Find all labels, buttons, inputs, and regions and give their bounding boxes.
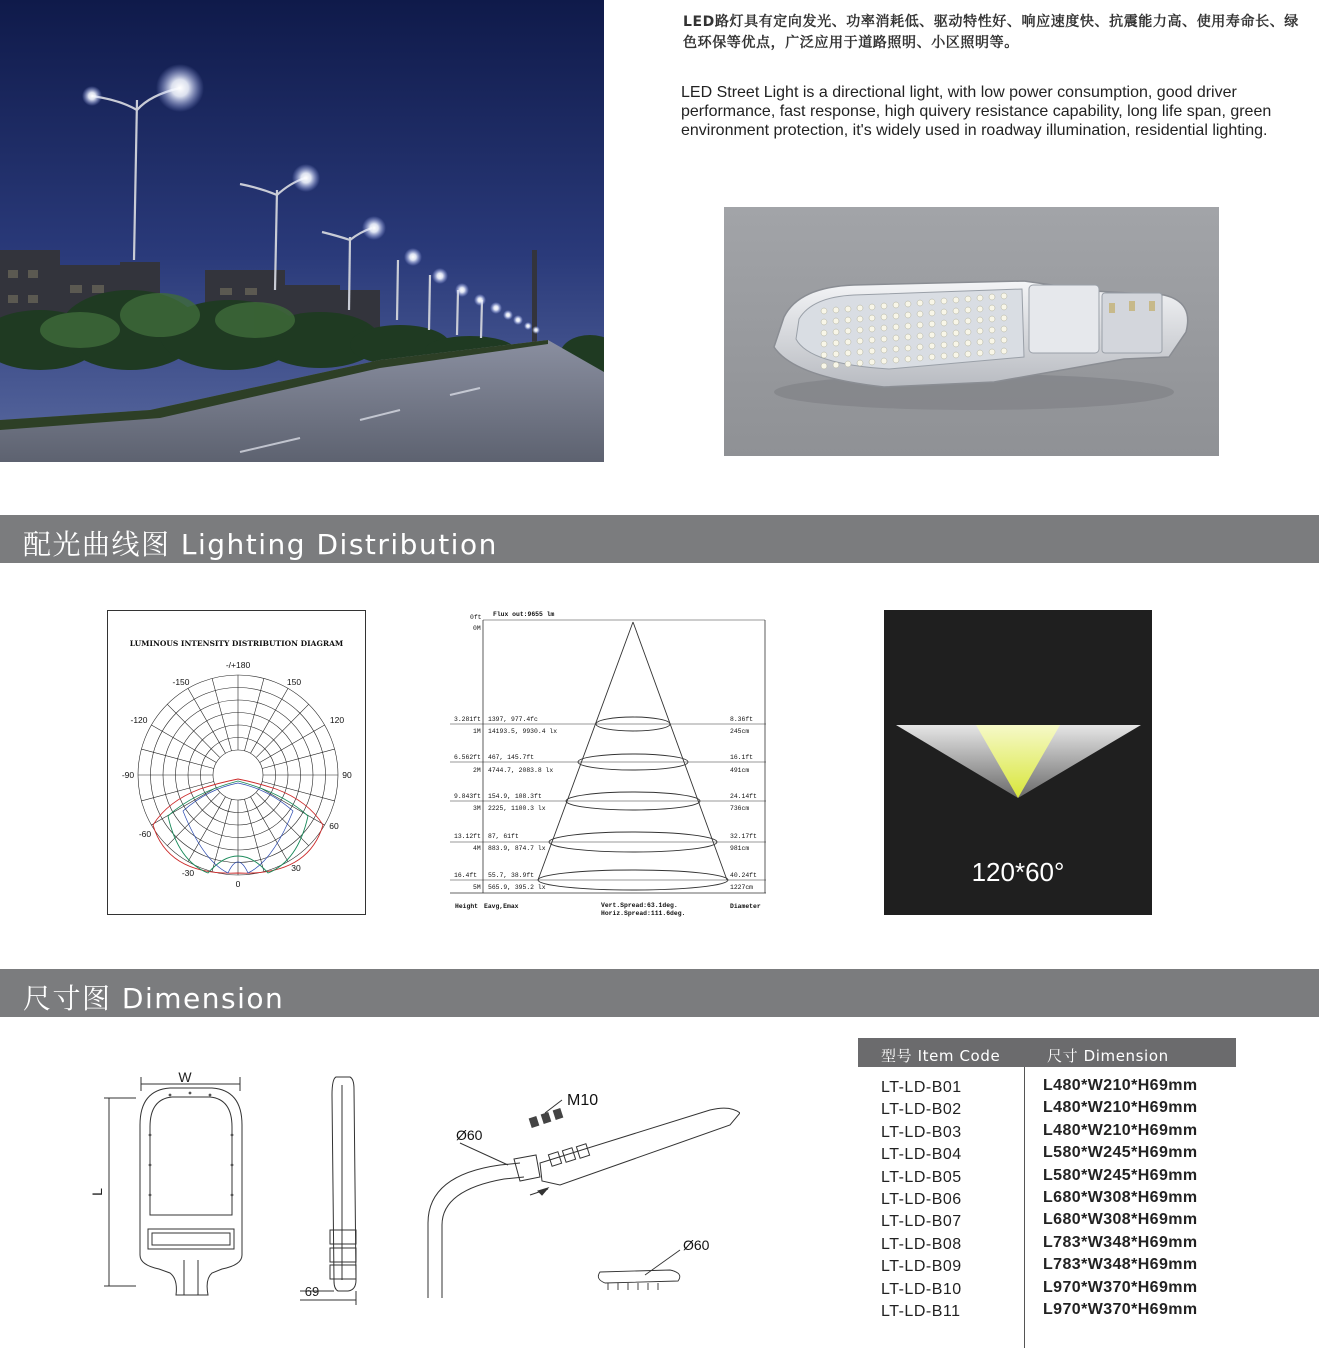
angle-label-neg120: -120 [130, 715, 148, 725]
row5-diameter-ft: 40.24ft [730, 872, 757, 879]
header-item-code: 型号 Item Code [881, 1047, 1001, 1065]
row2-lx: 4744.7, 2083.8 lx [488, 767, 554, 774]
item-code: LT-LD-B04 [881, 1146, 962, 1164]
row1-diameter-ft: 8.36ft [730, 716, 754, 723]
table-row [858, 1097, 1236, 1119]
footer-vert-spread: Vert.Spread:63.1deg. [601, 902, 678, 909]
height-label: 69 [304, 1284, 320, 1299]
item-dimension: L680*W308*H69mm [1043, 1211, 1198, 1229]
angle-label-60: 60 [329, 821, 339, 831]
row3-fc: 154.9, 108.3ft [488, 793, 542, 800]
row3-diameter-ft: 24.14ft [730, 793, 757, 800]
item-dimension: L783*W348*H69mm [1043, 1233, 1198, 1251]
product-photo [724, 207, 1219, 456]
item-code: LT-LD-B06 [881, 1190, 962, 1208]
item-code: LT-LD-B01 [881, 1079, 962, 1096]
row1-height-ft: 3.281ft [454, 716, 481, 723]
row5-diameter-cm: 1227cm [730, 884, 754, 891]
angle-label-180: -/+180 [225, 660, 251, 670]
row3-lx: 2225, 1100.3 lx [488, 805, 546, 812]
footer-eavg: Eavg,Emax [484, 903, 519, 910]
row2-fc: 467, 145.7ft [488, 754, 535, 761]
item-dimension: L480*W210*H69mm [1043, 1121, 1198, 1139]
table-row [858, 1209, 1236, 1231]
row5-height-m: 5M [473, 884, 481, 891]
angle-label-neg90: -90 [121, 770, 135, 780]
diagram-title: LUMINOUS INTENSITY DISTRIBUTION DIAGRAM [129, 639, 344, 648]
length-label: L [89, 1188, 105, 1196]
header-dimension: 尺寸 Dimension [1047, 1047, 1169, 1065]
pipe-diameter-label: Ø60 [456, 1127, 483, 1143]
footer-horiz-spread: Horiz.Spread:111.6deg. [601, 910, 686, 917]
illuminance-cone-diagram [450, 606, 766, 922]
top-m-label: 0M [473, 625, 481, 632]
row3-diameter-cm: 736cm [730, 805, 750, 812]
item-dimension: L480*W210*H69mm [1043, 1099, 1198, 1117]
row2-height-m: 2M [473, 767, 481, 774]
table-row [858, 1254, 1236, 1276]
lighting-distribution-header [0, 515, 1319, 563]
beam-angle-panel [884, 610, 1152, 915]
row1-lx: 14193.5, 9930.4 lx [488, 728, 558, 735]
section-title: 配光曲线图 Lighting Distribution [23, 528, 498, 561]
row4-height-ft: 13.12ft [454, 833, 481, 840]
row3-height-m: 3M [473, 805, 481, 812]
angle-label-30: 30 [291, 863, 301, 873]
top-ft-label: 0ft [470, 614, 482, 621]
item-dimension: L970*W370*H69mm [1043, 1278, 1198, 1296]
table-header [858, 1038, 1236, 1067]
row4-fc: 87, 61ft [488, 833, 519, 840]
item-code: LT-LD-B02 [881, 1101, 962, 1119]
table-row [858, 1120, 1236, 1142]
item-code: LT-LD-B08 [881, 1235, 962, 1253]
row4-diameter-ft: 32.17ft [730, 833, 757, 840]
item-code: LT-LD-B03 [881, 1123, 962, 1141]
beam-angle-label: 120*60° [971, 857, 1065, 887]
item-dimension: L970*W370*H69mm [1043, 1300, 1198, 1318]
row4-diameter-cm: 981cm [730, 845, 750, 852]
item-dimension: L480*W210*H69mm [1043, 1077, 1198, 1094]
row2-height-ft: 6.562ft [454, 754, 481, 761]
item-code: LT-LD-B07 [881, 1213, 962, 1231]
flux-label: Flux out:9655 lm [493, 611, 555, 618]
table-row [858, 1075, 1236, 1097]
dimension-header [0, 969, 1319, 1017]
angle-label-neg60: -60 [138, 829, 152, 839]
row5-height-ft: 16.4ft [454, 872, 478, 879]
table-row [858, 1165, 1236, 1187]
table-row [858, 1187, 1236, 1209]
item-dimension: L580*W245*H69mm [1043, 1144, 1198, 1162]
item-dimension: L680*W308*H69mm [1043, 1188, 1198, 1206]
row4-lx: 883.9, 874.7 lx [488, 845, 546, 852]
angle-label-0: 0 [235, 879, 241, 889]
item-code: LT-LD-B05 [881, 1168, 962, 1186]
row4-height-m: 4M [473, 845, 481, 852]
item-code: LT-LD-B11 [881, 1302, 961, 1320]
section-title: 尺寸图 Dimension [23, 982, 285, 1015]
width-label: W [178, 1069, 192, 1085]
angle-label-150: 150 [286, 677, 302, 687]
angle-label-neg150: -150 [172, 677, 190, 687]
table-row [858, 1277, 1236, 1299]
dimension-drawings [80, 1055, 740, 1315]
item-code: LT-LD-B10 [881, 1280, 962, 1298]
angle-label-90: 90 [342, 770, 352, 780]
item-dimension: L783*W348*H69mm [1043, 1256, 1198, 1274]
row2-diameter-cm: 491cm [730, 767, 750, 774]
table-row [858, 1142, 1236, 1164]
item-code: LT-LD-B09 [881, 1258, 962, 1276]
description-english: LED Street Light is a directional light, with low power consumption, good driver performance, fast response, high quivery resistance capability, long life span, green environment protection, it's widely used in roadway illumination, residential lighting. [681, 84, 1272, 139]
table-row [858, 1232, 1236, 1254]
row5-lx: 565.9, 395.2 lx [488, 884, 546, 891]
description-chinese: LED路灯具有定向发光、功率消耗低、驱动特性好、响应速度快、抗震能力高、使用寿命长、绿色环保等优点，广泛应用于道路照明、小区照明等。 [683, 14, 1299, 51]
table-body [858, 1075, 1236, 1321]
row3-height-ft: 9.843ft [454, 793, 481, 800]
row5-fc: 55.7, 38.9ft [488, 872, 535, 879]
row2-diameter-ft: 16.1ft [730, 754, 754, 761]
dimension-spec-table [858, 1038, 1236, 1321]
footer-height: Height [455, 903, 479, 910]
row1-height-m: 1M [473, 728, 481, 735]
street-night-photo [0, 0, 604, 462]
table-row [858, 1299, 1236, 1321]
bolt-label: M10 [567, 1092, 599, 1109]
angle-label-120: 120 [329, 715, 345, 725]
mount-diameter-label: Ø60 [683, 1237, 710, 1253]
footer-diameter: Diameter [730, 903, 761, 910]
row1-fc: 1397, 977.4fc [488, 716, 538, 723]
row1-diameter-cm: 245cm [730, 728, 750, 735]
luminous-intensity-diagram [107, 610, 366, 915]
item-dimension: L580*W245*H69mm [1043, 1166, 1198, 1184]
angle-label-neg30: -30 [181, 868, 195, 878]
